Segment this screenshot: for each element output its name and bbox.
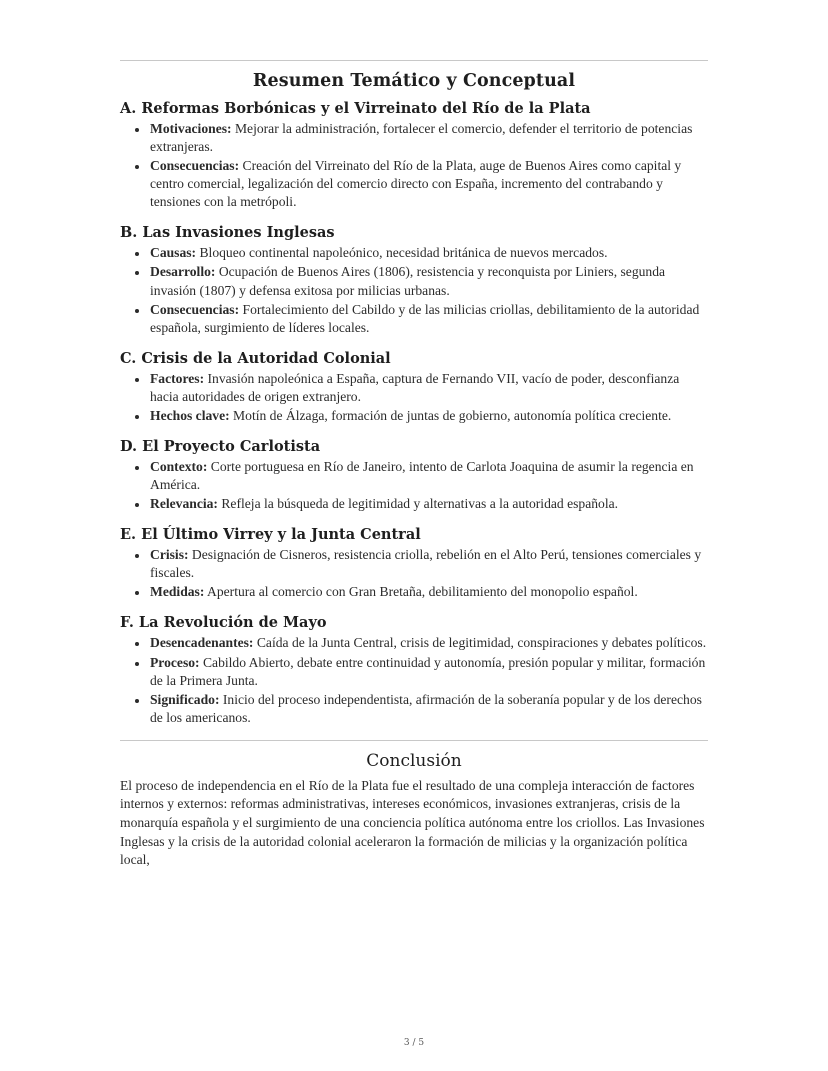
section-f	[120, 614, 708, 726]
item-label: Desencadenantes:	[150, 635, 254, 651]
conclusion-body	[120, 777, 708, 870]
item-text: Refleja la búsqueda de legitimidad y alternativas a la autoridad española.	[217, 496, 619, 512]
list-item	[120, 370, 708, 406]
item-text: Apertura al comercio con Gran Bretaña, debilitamiento del monopolio español.	[204, 584, 638, 600]
item-label: Proceso:	[150, 654, 200, 670]
list-item	[120, 244, 708, 262]
item-label: Consecuencias:	[150, 301, 240, 317]
section-heading: F. La Revolución de Mayo	[120, 614, 327, 632]
list-item	[120, 495, 708, 513]
list-item	[120, 654, 708, 690]
page-footer: 3 / 5	[403, 1038, 425, 1048]
item-text: Corte portuguesa en Río de Janeiro, intento de Carlota Joaquina de asumir la regencia en América.	[150, 459, 694, 493]
list-item	[120, 458, 708, 494]
section-list	[120, 120, 708, 211]
page-title: Resumen Temático y Conceptual	[252, 71, 576, 91]
conclusion-paragraph: El proceso de independencia en el Río de la Plata fue el resultado de una compleja interacción de factores internos y externos: reformas administrativas, intereses económicos, invasiones extranjeras, crisis de la monarquía española y el surgimiento de una conciencia política autónoma entre los criollos. Las Invasiones Inglesas y la crisis de la autoridad colonial aceleraron la formación de milicias y la organización política local,	[120, 777, 705, 868]
item-label: Contexto:	[150, 459, 208, 475]
item-text: Creación del Virreinato del Río de la Plata, auge de Buenos Aires como capital y centro comercial, legalización del comercio directo con España, incremento del contrabando y tensiones con la metrópoli.	[150, 158, 682, 210]
item-label: Consecuencias:	[150, 158, 240, 174]
item-text: Fortalecimiento del Cabildo y de las milicias criollas, debilitamiento de la autoridad española, surgimiento de líderes locales.	[150, 301, 700, 335]
section-list	[120, 458, 708, 513]
section-list	[120, 546, 708, 601]
conclusion-section	[120, 751, 708, 870]
section-list	[120, 370, 708, 425]
item-text: Ocupación de Buenos Aires (1806), resistencia y reconquista por Liniers, segunda invasión (1807) y defensa exitosa por milicias urbanas.	[150, 264, 666, 298]
item-label: Desarrollo:	[150, 264, 216, 280]
item-text: Caída de la Junta Central, crisis de legitimidad, conspiraciones y debates políticos.	[253, 635, 707, 651]
item-text: Designación de Cisneros, resistencia criolla, rebelión en el Alto Perú, tensiones comerciales y fiscales.	[150, 547, 702, 581]
list-item	[120, 263, 708, 299]
section-heading: C. Crisis de la Autoridad Colonial	[120, 349, 391, 367]
item-label: Crisis:	[150, 547, 189, 563]
item-text: Motín de Álzaga, formación de juntas de gobierno, autonomía política creciente.	[229, 407, 672, 423]
section-b	[120, 224, 708, 336]
section-heading: E. El Último Virrey y la Junta Central	[120, 526, 421, 544]
list-item	[120, 691, 708, 727]
item-label: Significado:	[150, 691, 220, 707]
item-label: Causas:	[150, 245, 197, 261]
list-item	[120, 634, 708, 652]
item-label: Hechos clave:	[150, 407, 230, 423]
section-d	[120, 438, 708, 513]
item-text: Inicio del proceso independentista, afirmación de la soberanía popular y de los derechos de los americanos.	[150, 691, 702, 725]
list-item	[120, 583, 708, 601]
section-heading: B. Las Invasiones Inglesas	[120, 224, 335, 242]
item-text: Bloqueo continental napoleónico, necesidad británica de nuevos mercados.	[196, 245, 608, 261]
item-label: Medidas:	[150, 584, 205, 600]
list-item	[120, 120, 708, 156]
top-divider	[120, 60, 708, 61]
list-item	[120, 407, 708, 425]
document-content	[120, 60, 708, 870]
list-item	[120, 546, 708, 582]
item-label: Factores:	[150, 370, 205, 386]
list-item	[120, 301, 708, 337]
item-text: Cabildo Abierto, debate entre continuidad y autonomía, presión popular y militar, formación de la Primera Junta.	[150, 654, 706, 688]
section-e	[120, 526, 708, 601]
section-c	[120, 350, 708, 425]
conclusion-heading: Conclusión	[366, 750, 462, 771]
item-label: Motivaciones:	[150, 121, 232, 136]
conclusion-divider	[120, 740, 708, 741]
item-text: Mejorar la administración, fortalecer el comercio, defender el territorio de potencias extranjeras.	[150, 121, 693, 155]
section-heading: D. El Proyecto Carlotista	[120, 438, 321, 456]
list-item	[120, 157, 708, 211]
item-label: Relevancia:	[150, 496, 218, 512]
section-a	[120, 100, 708, 211]
section-list	[120, 634, 708, 726]
section-heading: A. Reformas Borbónicas y el Virreinato del Río de la Plata	[120, 100, 591, 117]
item-text: Invasión napoleónica a España, captura de Fernando VII, vacío de poder, desconfianza hacia autoridades de origen extranjero.	[150, 370, 680, 404]
section-list	[120, 244, 708, 336]
